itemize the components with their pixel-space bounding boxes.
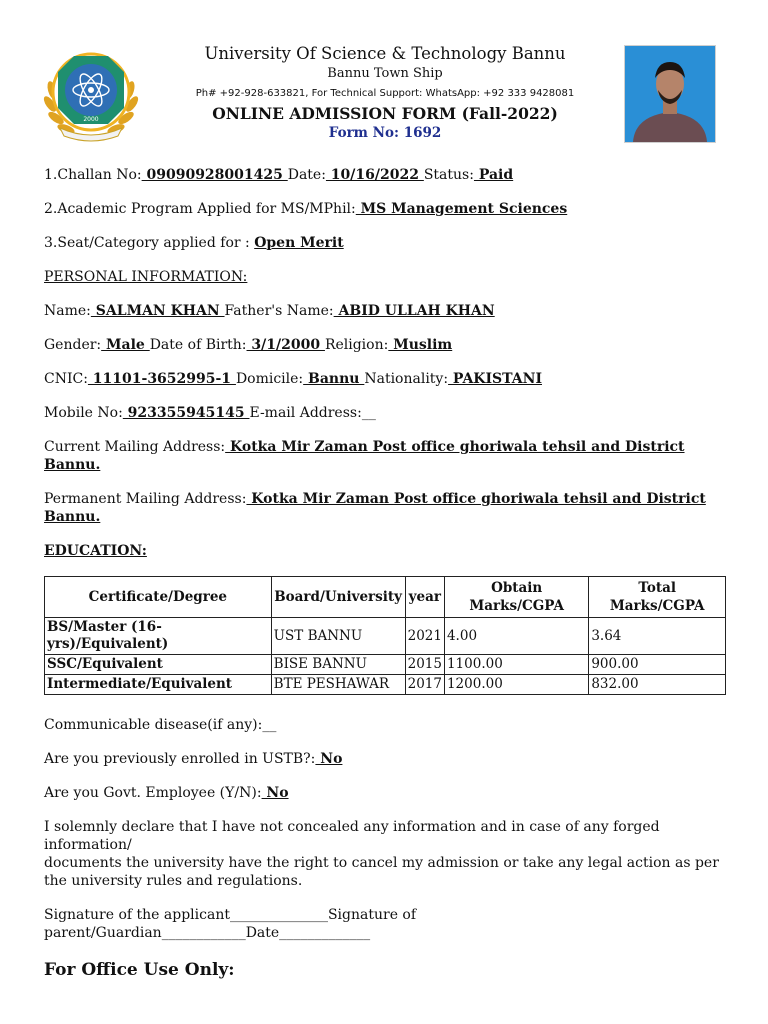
govt-line xyxy=(44,784,289,802)
name-line xyxy=(44,302,495,320)
gender-line xyxy=(44,336,452,354)
cell-board: BTE PESHAWAR xyxy=(271,675,405,695)
university-name: University Of Science & Technology Bannu xyxy=(204,44,566,63)
applicant-name: SALMAN KHAN xyxy=(90,303,225,319)
program-value: MS Management Sciences xyxy=(355,201,568,217)
challan-line xyxy=(44,166,513,184)
cell-year: 2015 xyxy=(405,655,444,675)
office-use-heading: For Office Use Only: xyxy=(44,960,235,980)
applicant-signature: Signature of the applicant______________ xyxy=(44,907,328,923)
form-number: Form No: 1692 xyxy=(328,125,442,141)
enrolled-label: Are you previously enrolled in USTB?: xyxy=(44,751,316,767)
cell-year: 2017 xyxy=(405,675,444,695)
svg-text:2000: 2000 xyxy=(83,116,99,123)
university-logo xyxy=(42,42,140,144)
declaration-line2: documents the university have the right to cancel my admission or take any legal action as per the university rules and regulations. xyxy=(44,855,719,889)
contact-info: Ph# +92-928-633821, For Technical Support: WhatsApp: +92 333 9428081 xyxy=(195,88,575,99)
signature-date: Date_____________ xyxy=(245,925,371,941)
seat-label: 3.Seat/Category applied for : xyxy=(44,235,255,251)
parent-signature: Signature of parent/Guardian____________ xyxy=(44,907,417,941)
form-header xyxy=(150,44,620,142)
cell-certificate: SSC/Equivalent xyxy=(45,655,272,675)
col-total: Total Marks/CGPA xyxy=(589,577,726,618)
cnic-line xyxy=(44,370,542,388)
table-header-row xyxy=(45,577,726,618)
cell-board: BISE BANNU xyxy=(271,655,405,675)
father-name: ABID ULLAH KHAN xyxy=(333,303,495,319)
permanent-address-label: Permanent Mailing Address: xyxy=(44,491,247,507)
table-row xyxy=(45,655,726,675)
cell-board: UST BANNU xyxy=(271,618,405,655)
col-obtained: Obtain Marks/CGPA xyxy=(444,577,588,618)
seat-value: Open Merit xyxy=(254,235,344,251)
challan-number: 09090928001425 xyxy=(141,167,288,183)
challan-label: 1.Challan No: xyxy=(44,167,142,183)
permanent-address-line xyxy=(44,490,734,526)
govt-label: Are you Govt. Employee (Y/N): xyxy=(44,785,262,801)
enrolled-value: No xyxy=(315,751,343,767)
cell-total: 832.00 xyxy=(589,675,726,695)
nationality-label: Nationality: xyxy=(364,371,449,387)
permanent-address-value: Kotka Mir Zaman Post office ghoriwala tehsil and District Bannu. xyxy=(44,491,706,525)
dob-value: 3/1/2000 xyxy=(246,337,325,353)
cell-year: 2021 xyxy=(405,618,444,655)
father-label: Father's Name: xyxy=(224,303,334,319)
date-label: Date: xyxy=(287,167,326,183)
current-address-label: Current Mailing Address: xyxy=(44,439,226,455)
gender-value: Male xyxy=(101,337,150,353)
religion-label: Religion: xyxy=(324,337,389,353)
mobile-line xyxy=(44,404,376,422)
name-label: Name: xyxy=(44,303,91,319)
email-value: __ xyxy=(361,405,376,421)
current-address-line xyxy=(44,438,734,474)
declaration xyxy=(44,818,728,890)
domicile-value: Bannu xyxy=(303,371,365,387)
col-year: year xyxy=(405,577,444,618)
religion-value: Muslim xyxy=(388,337,453,353)
enrolled-line xyxy=(44,750,342,768)
cell-total: 900.00 xyxy=(589,655,726,675)
col-board: Board/University xyxy=(271,577,405,618)
dob-label: Date of Birth: xyxy=(149,337,247,353)
program-line xyxy=(44,200,567,218)
mobile-label: Mobile No: xyxy=(44,405,123,421)
challan-date: 10/16/2022 xyxy=(325,167,424,183)
education-table xyxy=(44,576,726,695)
township: Bannu Town Ship xyxy=(327,66,443,81)
disease-value: __ xyxy=(262,717,277,733)
declaration-line1: I solemnly declare that I have not concealed any information and in case of any forged information/ xyxy=(44,819,660,853)
cell-total: 3.64 xyxy=(589,618,726,655)
current-address-value: Kotka Mir Zaman Post office ghoriwala tehsil and District Bannu. xyxy=(44,439,685,473)
domicile-label: Domicile: xyxy=(235,371,304,387)
seat-line xyxy=(44,234,344,252)
cell-certificate: BS/Master (16-yrs)/Equivalent) xyxy=(45,618,272,655)
challan-status: Paid xyxy=(473,167,514,183)
personal-heading: PERSONAL INFORMATION: xyxy=(44,269,248,285)
cell-certificate: Intermediate/Equivalent xyxy=(45,675,272,695)
table-row xyxy=(45,675,726,695)
cnic-value: 11101-3652995-1 xyxy=(87,371,236,387)
program-label: 2.Academic Program Applied for MS/MPhil: xyxy=(44,201,356,217)
table-row xyxy=(45,618,726,655)
email-label: E-mail Address: xyxy=(249,405,362,421)
cell-obtained: 4.00 xyxy=(444,618,588,655)
cell-obtained: 1200.00 xyxy=(444,675,588,695)
mobile-value: 923355945145 xyxy=(122,405,250,421)
cnic-label: CNIC: xyxy=(44,371,88,387)
signature-block xyxy=(44,906,444,942)
disease-label: Communicable disease(if any): xyxy=(44,717,263,733)
govt-value: No xyxy=(261,785,289,801)
cell-obtained: 1100.00 xyxy=(444,655,588,675)
gender-label: Gender: xyxy=(44,337,102,353)
applicant-photo xyxy=(624,45,716,143)
nationality-value: PAKISTANI xyxy=(448,371,542,387)
form-title: ONLINE ADMISSION FORM (Fall-2022) xyxy=(212,104,558,123)
status-label: Status: xyxy=(423,167,474,183)
disease-line xyxy=(44,716,276,734)
col-certificate: Certificate/Degree xyxy=(45,577,272,618)
education-heading: EDUCATION: xyxy=(44,543,147,559)
